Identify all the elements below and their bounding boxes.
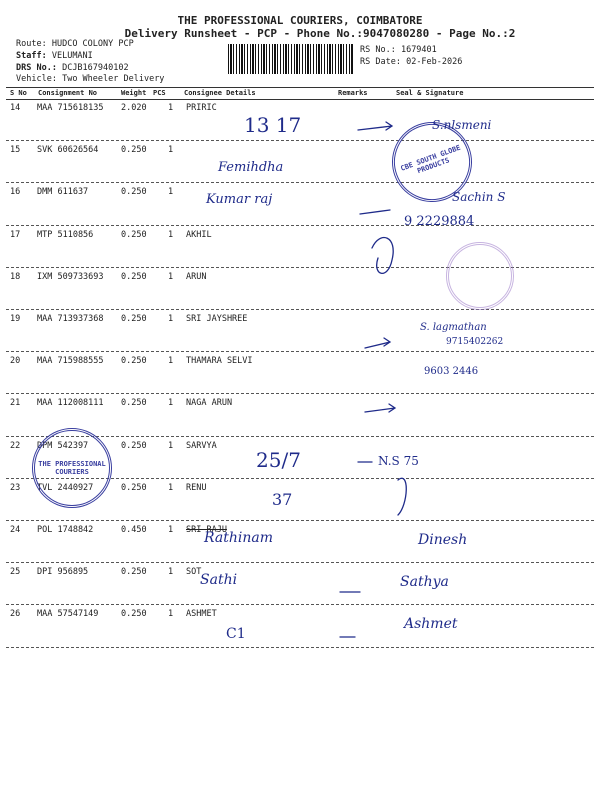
cell-pcs: 1 bbox=[168, 187, 174, 198]
cell-sno: 20 bbox=[10, 356, 21, 367]
cell-wt: 0.250 bbox=[121, 271, 147, 282]
rs-date-label: RS Date: bbox=[360, 57, 401, 67]
cell-wt: 2.020 bbox=[121, 103, 147, 113]
hw-row26-sig: Ashmet bbox=[404, 616, 458, 632]
cell-sno: 24 bbox=[10, 525, 21, 535]
cell-name: PRIRIC bbox=[186, 103, 217, 113]
south-globe-stamp-text: CBE SOUTH GLOBE PRODUCTS bbox=[399, 143, 462, 176]
cell-cn: SVK 60626564 bbox=[37, 145, 99, 156]
cell-sno: 21 bbox=[10, 398, 21, 409]
cell-sno: 14 bbox=[10, 103, 21, 113]
cell-name: SARVYA bbox=[186, 440, 217, 451]
cell-pcs: 1 bbox=[168, 145, 174, 156]
arrow-row-21 bbox=[365, 404, 395, 412]
cell-sno: 16 bbox=[10, 187, 21, 198]
cell-wt: 0.250 bbox=[121, 398, 147, 409]
cell-name: SRI JAYSHREE bbox=[186, 314, 248, 324]
arrow-row-16 bbox=[360, 210, 390, 214]
cell-pcs: 1 bbox=[168, 440, 174, 451]
cell-sno: 17 bbox=[10, 229, 21, 240]
scribble-row-17 bbox=[372, 238, 393, 274]
cell-wt: 0.250 bbox=[121, 609, 147, 620]
drs-label: DRS No.: bbox=[16, 63, 57, 73]
cell-sno: 25 bbox=[10, 567, 21, 578]
cell-pcs: 1 bbox=[168, 482, 174, 493]
col-pcs: PCS bbox=[153, 89, 166, 97]
hw-row14-mid: 13 17 bbox=[244, 113, 302, 137]
cell-pcs: 1 bbox=[168, 229, 174, 240]
courier-stamp-text: THE PROFESSIONAL COURIERS bbox=[38, 460, 106, 476]
cell-name: ARUN bbox=[186, 271, 207, 282]
cell-wt: 0.250 bbox=[121, 567, 147, 578]
cell-name: SRI RAJU bbox=[186, 525, 227, 535]
cell-wt: 0.250 bbox=[121, 440, 147, 451]
col-sno: S No bbox=[10, 89, 27, 97]
hw-row16-mid: Kumar raj bbox=[206, 192, 273, 207]
hw-row23-mid: 37 bbox=[272, 490, 293, 509]
mark-row-23 bbox=[398, 478, 406, 515]
hw-row25-sig: Sathya bbox=[400, 574, 449, 590]
cell-cn: POL 1748842 bbox=[37, 525, 94, 535]
cell-cn: DPM 542397 bbox=[37, 440, 89, 451]
cell-sno: 15 bbox=[10, 145, 21, 156]
cell-cn: MAA 715618135 bbox=[37, 103, 104, 113]
hw-row20-phone: 9603 2446 bbox=[424, 366, 479, 377]
hw-row24-sig: Dinesh bbox=[418, 532, 468, 548]
runsheet-title: Delivery Runsheet - PCP - Phone No.:9047080280 - Page No.:2 bbox=[124, 27, 516, 40]
hw-row19-sig: S. lagmathan bbox=[420, 322, 487, 333]
route-value: HUDCO COLONY PCP bbox=[51, 39, 134, 49]
col-consignee: Consignee Details bbox=[184, 89, 256, 97]
cell-cn: MAA 112008111 bbox=[37, 398, 104, 409]
rs-date-value: 02-Feb-2026 bbox=[406, 57, 463, 67]
cell-wt: 0.250 bbox=[121, 145, 147, 156]
hw-row24-mid: Rathinam bbox=[204, 530, 273, 546]
staff-value: VELUMANI bbox=[51, 51, 93, 61]
arrow-row-19 bbox=[365, 338, 390, 348]
hw-row22-sig: N.S 75 bbox=[378, 454, 419, 468]
cell-cn: IXM 509733693 bbox=[37, 271, 104, 282]
arrow-row-14 bbox=[358, 122, 392, 130]
cell-name: THAMARA SELVI bbox=[186, 356, 253, 367]
cell-cn: DPI 956895 bbox=[37, 567, 89, 578]
cell-wt: 0.250 bbox=[121, 356, 147, 367]
cell-cn: MTP 5110856 bbox=[37, 229, 94, 240]
cell-name: NAGA ARUN bbox=[186, 398, 233, 409]
cell-cn: DMM 611637 bbox=[37, 187, 89, 198]
cell-sno: 26 bbox=[10, 609, 21, 620]
col-remarks: Remarks bbox=[338, 89, 368, 97]
hw-row19-phone: 9715402262 bbox=[446, 337, 504, 347]
cell-pcs: 1 bbox=[168, 609, 174, 620]
route-label: Route: bbox=[16, 39, 47, 49]
drs-value: DCJB167940102 bbox=[62, 63, 129, 73]
cell-pcs: 1 bbox=[168, 103, 174, 113]
hw-row26-mid: C1 bbox=[226, 626, 246, 642]
cell-name: SOT bbox=[186, 567, 202, 578]
cell-cn: MAA 713937368 bbox=[37, 314, 104, 324]
cell-sno: 19 bbox=[10, 314, 21, 324]
rs-no-label: RS No.: bbox=[360, 45, 396, 55]
hw-row14-sig: S.nlsmeni bbox=[432, 118, 492, 132]
hw-row22-mid: 25/7 bbox=[256, 448, 301, 472]
cell-wt: 0.450 bbox=[121, 525, 147, 535]
hw-row16-sig: Sachin S bbox=[452, 190, 506, 204]
vehicle-value: Two Wheeler Delivery bbox=[62, 74, 165, 84]
hw-row17-sig: 9 2229884 bbox=[404, 214, 475, 229]
cell-cn: MAA 715988555 bbox=[37, 356, 104, 367]
cell-wt: 0.250 bbox=[121, 314, 147, 324]
cell-pcs: 1 bbox=[168, 567, 174, 578]
col-consignment: Consignment No bbox=[38, 89, 98, 97]
cell-pcs: 1 bbox=[168, 271, 174, 282]
cell-cn: TVL 2440927 bbox=[37, 482, 94, 493]
cell-pcs: 1 bbox=[168, 314, 174, 324]
cell-sno: 18 bbox=[10, 271, 21, 282]
hw-row25-mid: Sathi bbox=[200, 572, 238, 588]
vehicle-label: Vehicle: bbox=[16, 74, 57, 84]
cell-pcs: 1 bbox=[168, 356, 174, 367]
col-weight: Weight bbox=[121, 89, 147, 97]
cell-sno: 22 bbox=[10, 440, 21, 451]
rs-no-value: 1679401 bbox=[400, 45, 437, 55]
cell-pcs: 1 bbox=[168, 525, 174, 535]
dashes-row-25-26 bbox=[340, 592, 360, 637]
cell-wt: 0.250 bbox=[121, 187, 147, 198]
col-seal: Seal & Signature bbox=[396, 89, 464, 97]
cell-name: AKHIL bbox=[186, 229, 212, 240]
cell-wt: 0.250 bbox=[121, 229, 147, 240]
hw-row15-mid: Femihdha bbox=[218, 160, 284, 175]
cell-name: RENU bbox=[186, 482, 207, 493]
cell-sno: 23 bbox=[10, 482, 21, 493]
company-title: THE PROFESSIONAL COURIERS, COIMBATORE bbox=[177, 14, 423, 27]
staff-label: Staff: bbox=[16, 51, 47, 61]
cell-cn: MAA 57547149 bbox=[37, 609, 99, 620]
cell-name: ASHMET bbox=[186, 609, 217, 620]
cell-wt: 0.250 bbox=[121, 482, 147, 493]
cell-pcs: 1 bbox=[168, 398, 174, 409]
